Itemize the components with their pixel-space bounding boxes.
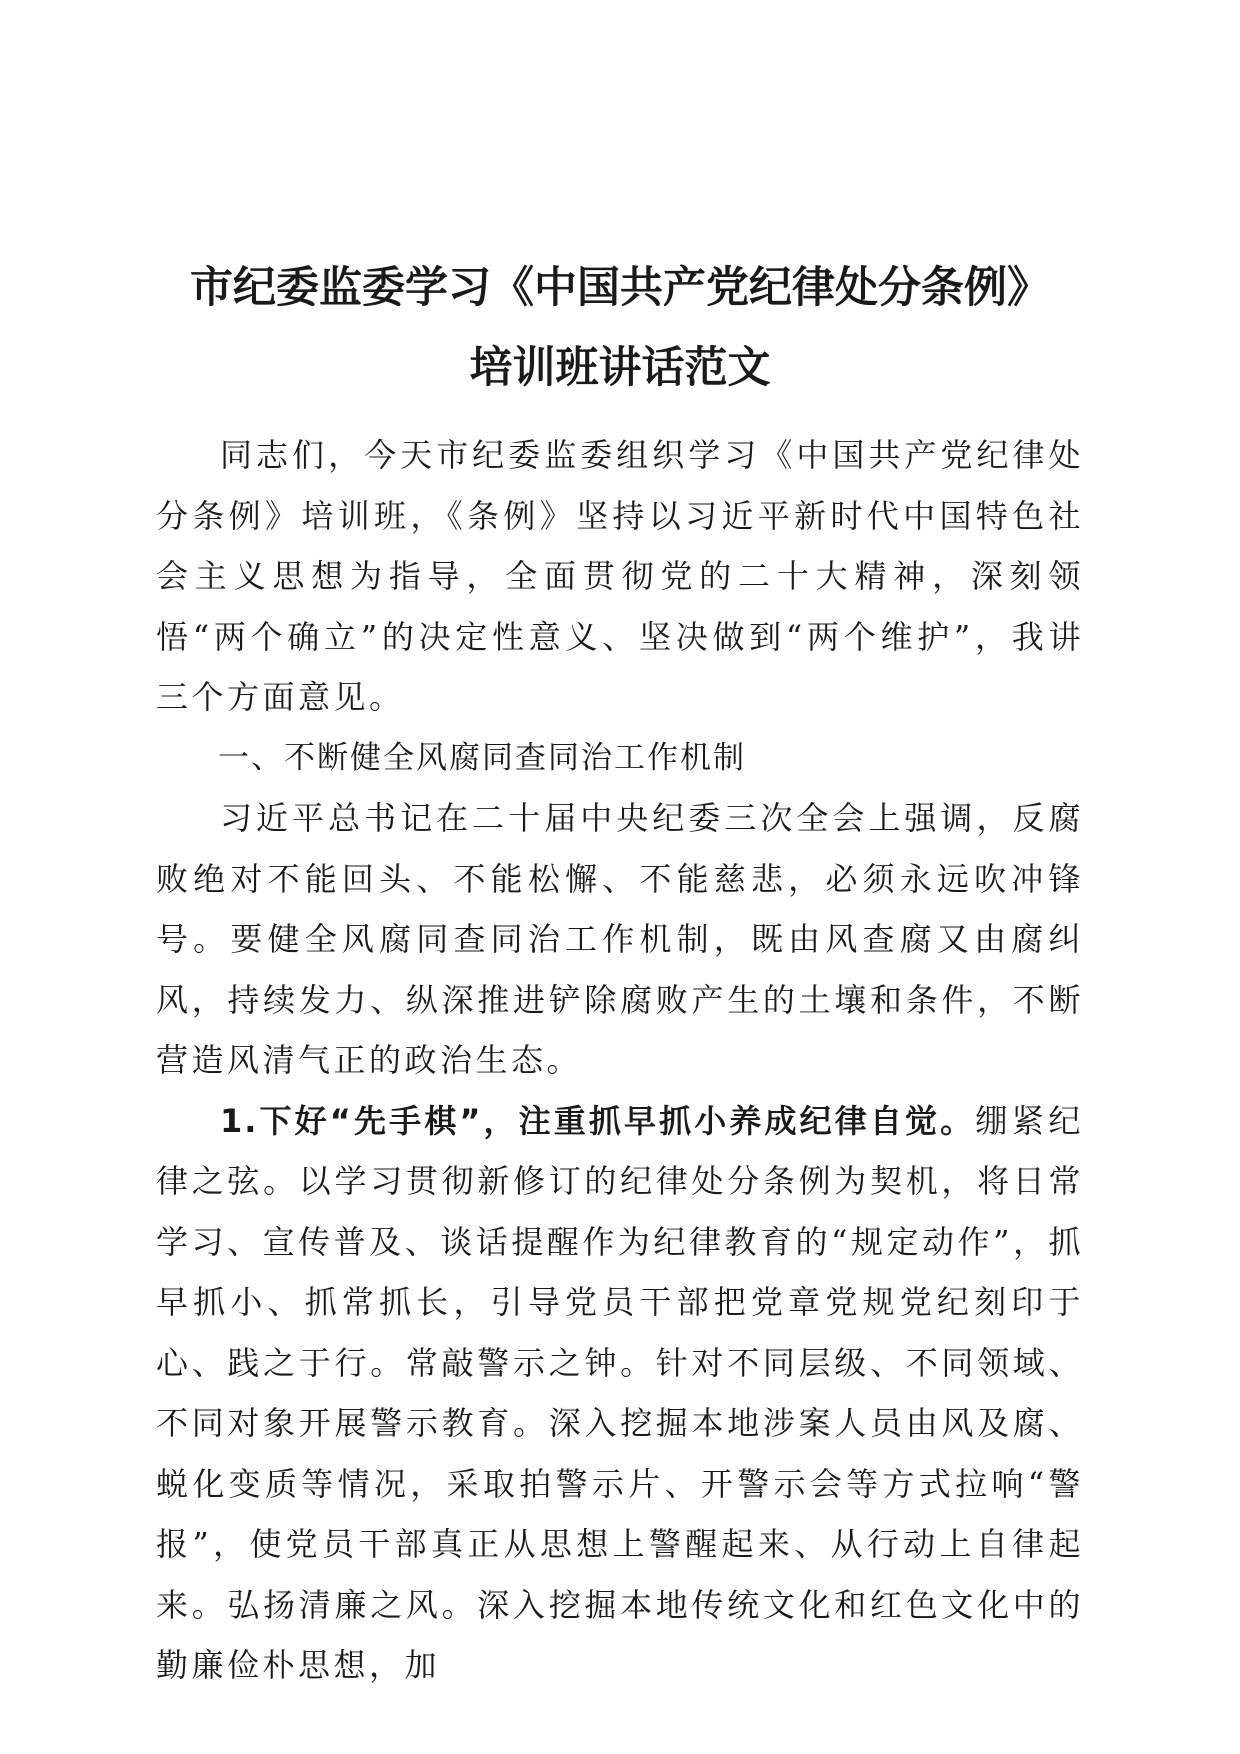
intro-paragraph: 同志们，今天市纪委监委组织学习《中国共产党纪律处分条例》培训班，《条例》坚持以习近平新时代中国特色社会主义思想为指导，全面贯彻党的二十大精神，深刻领悟“两个确立”的决定性意义、坚决做到“两个维护”，我讲三个方面意见。 bbox=[156, 436, 1084, 716]
item1-paragraph bbox=[156, 1091, 1084, 1696]
section1-heading: 一、不断健全风腐同查同治工作机制 bbox=[218, 739, 746, 776]
document-body bbox=[156, 425, 1084, 1696]
item1-lead: 1.下好“先手棋”，注重抓早抓小养成纪律自觉。 bbox=[220, 1101, 976, 1140]
item1-text: 绷紧纪律之弦。以学习贯彻新修订的纪律处分条例为契机，将日常学习、宣传普及、谈话提醒作为纪律教育的“规定动作”，抓早抓小、抓常抓长，引导党员干部把党章党规党纪刻印于心、践之于行。常敲警示之钟。针对不同层级、不同领域、不同对象开展警示教育。深入挖掘本地涉案人员由风及腐、蜕化变质等情况，采取拍警示片、开警示会等方式拉响“警报”，使党员干部真正从思想上警醒起来、从行动上自律起来。弘扬清廉之风。深入挖掘本地传统文化和红色文化中的勤廉俭朴思想，加 bbox=[156, 1101, 1084, 1684]
document-title-line1: 市纪委监委学习《中国共产党纪律处分条例》 bbox=[190, 263, 1050, 313]
section1-paragraph: 习近平总书记在二十届中央纪委三次全会上强调，反腐败绝对不能回头、不能松懈、不能慈悲，必须永远吹冲锋号。要健全风腐同查同治工作机制，既由风查腐又由腐纠风，持续发力、纵深推进铲除腐败产生的土壤和条件，不断营造风清气正的政治生态。 bbox=[156, 799, 1084, 1079]
document-title-line2: 培训班讲话范文 bbox=[469, 343, 771, 393]
